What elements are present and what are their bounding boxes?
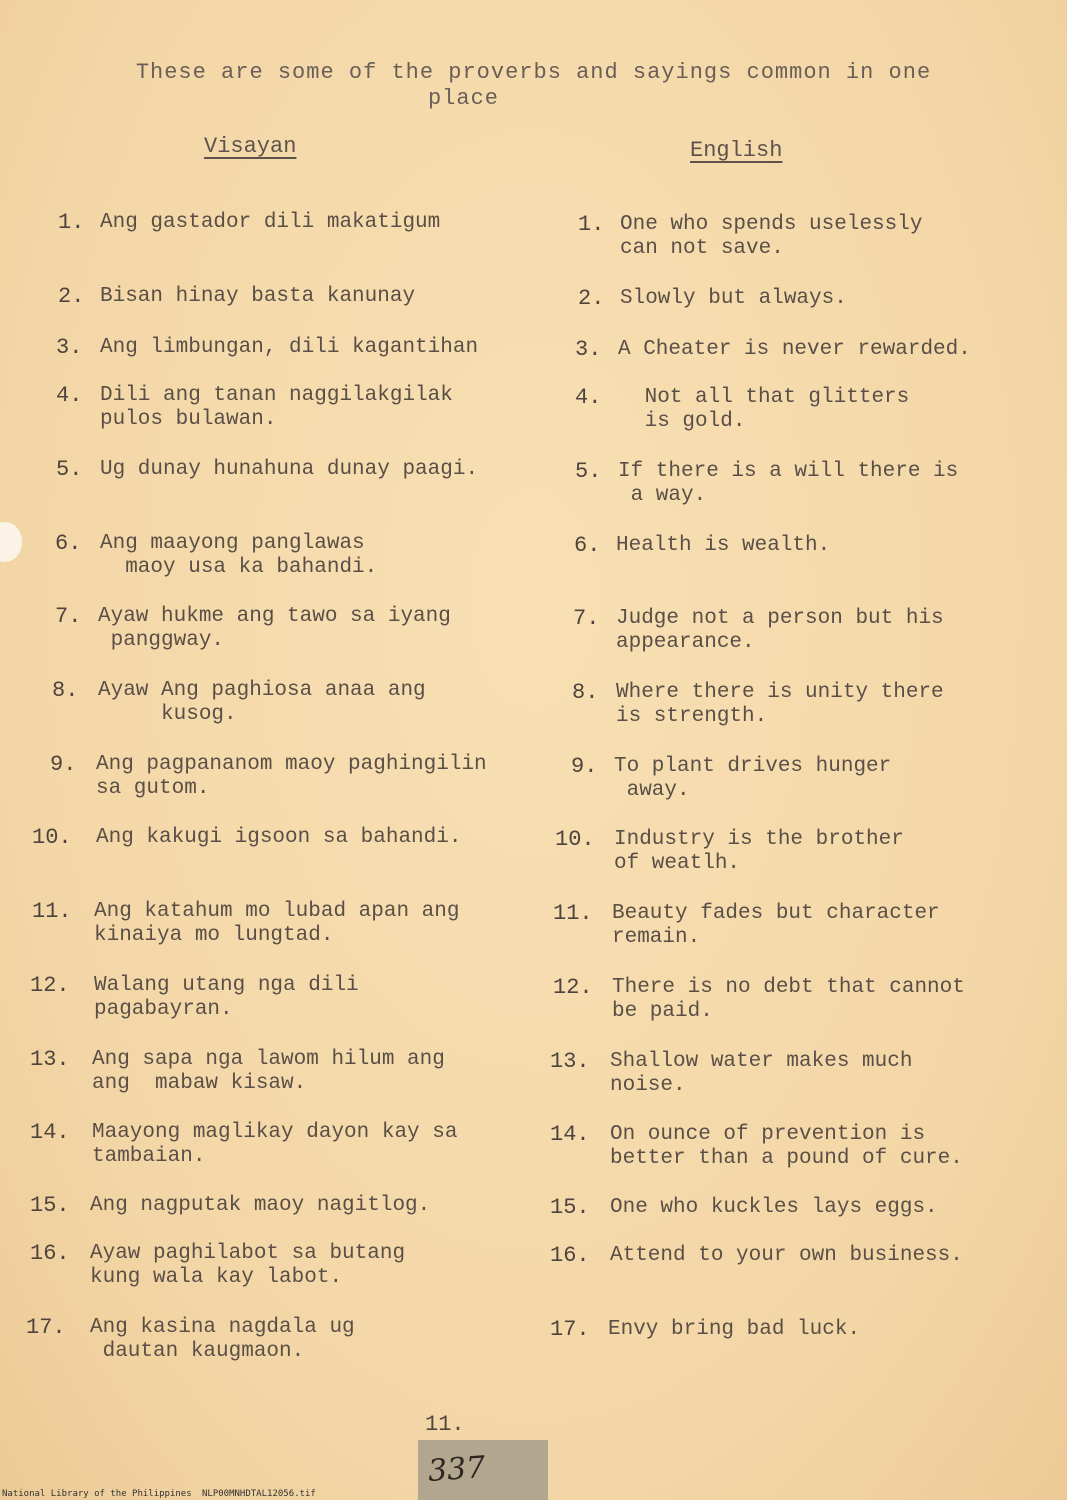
- english-proverb-line-1: There is no debt that cannot: [612, 976, 965, 999]
- visayan-proverb-line-1: Ang kasina nagdala ug: [90, 1316, 355, 1339]
- english-proverb: [616, 534, 830, 558]
- visayan-number: 10.: [32, 825, 72, 850]
- visayan-proverb-line-1: Ang gastador dili makatigum: [100, 211, 441, 234]
- visayan-proverb: [90, 1316, 355, 1364]
- visayan-proverb-line-2: tambaian.: [92, 1145, 206, 1168]
- page-number: 11.: [425, 1412, 465, 1437]
- visayan-proverb-line-1: Ang katahum mo lubad apan ang: [94, 900, 460, 923]
- visayan-proverb-line-2: kung wala kay labot.: [90, 1266, 343, 1289]
- visayan-number: 17.: [26, 1315, 66, 1340]
- visayan-proverb-line-1: Ayaw paghilabot sa butang: [90, 1242, 406, 1265]
- visayan-number: 6.: [55, 531, 82, 556]
- visayan-number: 2.: [58, 284, 85, 309]
- english-proverb: [620, 213, 922, 261]
- visayan-proverb: [100, 458, 478, 482]
- heading-line-2: place: [427, 86, 499, 111]
- visayan-number: 7.: [55, 604, 82, 629]
- english-proverb-line-2: away.: [614, 779, 690, 802]
- english-number: 7.: [573, 606, 600, 631]
- english-number: 14.: [550, 1122, 590, 1147]
- english-proverb: [610, 1196, 938, 1220]
- visayan-proverb-line-2: sa gutom.: [96, 777, 210, 800]
- english-proverb-line-2: a way.: [618, 484, 707, 507]
- punch-hole: [0, 522, 22, 562]
- english-number: 4.: [575, 385, 602, 410]
- english-number: 9.: [571, 754, 598, 779]
- english-number: 11.: [553, 901, 593, 926]
- visayan-proverb-line-2: maoy usa ka bahandi.: [100, 556, 378, 579]
- visayan-proverb-line-1: Ang nagputak maoy nagitlog.: [90, 1194, 431, 1217]
- visayan-proverb-line-1: Dili ang tanan naggilakgilak: [100, 384, 453, 407]
- english-number: 16.: [550, 1243, 590, 1268]
- visayan-proverb: [100, 211, 440, 235]
- english-proverb-line-1: Where there is unity there: [616, 681, 944, 704]
- visayan-proverb: [98, 679, 426, 727]
- footer-filename: NLP00MNHDTAL12056.tif: [202, 1489, 316, 1499]
- english-proverb-line-1: Attend to your own business.: [610, 1244, 963, 1267]
- footer-library: National Library of the Philippines: [2, 1489, 192, 1499]
- english-proverb-line-1: Slowly but always.: [620, 287, 847, 310]
- english-proverb-line-2: be paid.: [612, 1000, 713, 1023]
- english-proverb-line-2: is strength.: [616, 705, 768, 728]
- visayan-proverb-line-2: pagabayran.: [94, 998, 233, 1021]
- visayan-number: 14.: [30, 1120, 70, 1145]
- visayan-proverb: [100, 336, 478, 360]
- visayan-proverb: [90, 1194, 430, 1218]
- visayan-proverb: [90, 1242, 405, 1290]
- visayan-number: 8.: [52, 678, 79, 703]
- visayan-proverb-line-2: pulos bulawan.: [100, 408, 277, 431]
- english-proverb-line-1: Health is wealth.: [616, 534, 831, 557]
- english-proverb-line-2: better than a pound of cure.: [610, 1147, 963, 1170]
- visayan-proverb-line-1: Ang maayong panglawas: [100, 532, 365, 555]
- english-proverb-line-1: Envy bring bad luck.: [608, 1318, 861, 1341]
- visayan-number: 13.: [30, 1047, 70, 1072]
- english-number: 10.: [555, 827, 595, 852]
- visayan-proverb: [94, 900, 459, 948]
- visayan-proverb: [92, 1048, 445, 1096]
- english-proverb-line-1: A Cheater is never rewarded.: [618, 338, 971, 361]
- english-proverb: [616, 681, 944, 729]
- visayan-number: 1.: [58, 210, 85, 235]
- english-proverb-line-1: To plant drives hunger: [614, 755, 892, 778]
- english-proverb-line-1: One who spends uselessly: [620, 213, 923, 236]
- english-proverb: [610, 1050, 912, 1098]
- english-proverb: [610, 1244, 963, 1268]
- visayan-number: 15.: [30, 1193, 70, 1218]
- english-number: 3.: [575, 337, 602, 362]
- visayan-proverb: [96, 753, 487, 801]
- visayan-proverb-line-2: kusog.: [98, 703, 237, 726]
- visayan-proverb-line-1: Ug dunay hunahuna dunay paagi.: [100, 458, 479, 481]
- visayan-proverb: [92, 1121, 457, 1169]
- english-proverb-line-2: can not save.: [620, 237, 784, 260]
- visayan-proverb-line-1: Maayong maglikay dayon kay sa: [92, 1121, 458, 1144]
- english-proverb-line-1: If there is a will there is: [618, 460, 959, 483]
- english-proverb: [610, 1123, 963, 1171]
- english-number: 5.: [575, 459, 602, 484]
- english-proverb: [608, 1318, 860, 1342]
- visayan-proverb-line-1: Ang sapa nga lawom hilum ang: [92, 1048, 445, 1071]
- archive-stamp-number: 337: [426, 1450, 487, 1489]
- english-proverb: [616, 607, 944, 655]
- visayan-proverb: [94, 974, 359, 1022]
- english-proverb-line-2: noise.: [610, 1074, 686, 1097]
- english-proverb-line-1: Not all that glitters: [632, 386, 910, 409]
- visayan-proverb-line-2: dautan kaugmaon.: [90, 1340, 305, 1363]
- english-proverb-line-2: is gold.: [632, 410, 746, 433]
- english-proverb-line-1: Judge not a person but his: [616, 607, 944, 630]
- english-proverb-line-1: One who kuckles lays eggs.: [610, 1196, 938, 1219]
- english-proverb-line-1: On ounce of prevention is: [610, 1123, 926, 1146]
- english-proverb: [612, 976, 965, 1024]
- english-proverb-line-2: remain.: [612, 926, 701, 949]
- english-proverb: [618, 460, 958, 508]
- visayan-proverb-line-2: panggway.: [98, 629, 225, 652]
- visayan-number: 11.: [32, 899, 72, 924]
- heading-line-1: These are some of the proverbs and sayings common in one: [135, 60, 932, 85]
- english-proverb: [612, 902, 940, 950]
- visayan-proverb-line-2: kinaiya mo lungtad.: [94, 924, 334, 947]
- column-header-english: English: [690, 138, 783, 163]
- english-proverb: [614, 755, 891, 803]
- column-header-visayan: Visayan: [204, 134, 297, 159]
- english-number: 17.: [550, 1317, 590, 1342]
- visayan-proverb-line-1: Ayaw hukme ang tawo sa iyang: [98, 605, 451, 628]
- visayan-number: 16.: [30, 1241, 70, 1266]
- visayan-proverb-line-1: Ayaw Ang paghiosa anaa ang: [98, 679, 426, 702]
- english-proverb-line-2: appearance.: [616, 631, 755, 654]
- english-proverb-line-1: Industry is the brother: [614, 828, 904, 851]
- visayan-number: 4.: [56, 383, 83, 408]
- visayan-proverb-line-1: Ang limbungan, dili kagantihan: [100, 336, 479, 359]
- english-number: 12.: [553, 975, 593, 1000]
- visayan-proverb-line-1: Ang pagpananom maoy paghingilin: [96, 753, 487, 776]
- visayan-proverb-line-1: Ang kakugi igsoon sa bahandi.: [96, 826, 462, 849]
- english-proverb: [618, 338, 971, 362]
- visayan-number: 5.: [56, 457, 83, 482]
- visayan-number: 3.: [56, 335, 83, 360]
- visayan-proverb: [98, 605, 451, 653]
- english-proverb: [614, 828, 904, 876]
- visayan-proverb: [100, 285, 415, 309]
- english-number: 1.: [578, 212, 605, 237]
- visayan-proverb: [100, 532, 377, 580]
- english-proverb-line-1: Shallow water makes much: [610, 1050, 913, 1073]
- visayan-proverb: [100, 384, 453, 432]
- english-proverb: [620, 287, 847, 311]
- english-proverb: [632, 386, 909, 434]
- visayan-proverb-line-2: ang mabaw kisaw.: [92, 1072, 307, 1095]
- english-number: 8.: [572, 680, 599, 705]
- visayan-proverb: [96, 826, 461, 850]
- english-number: 6.: [574, 533, 601, 558]
- visayan-number: 9.: [50, 752, 77, 777]
- english-number: 13.: [550, 1049, 590, 1074]
- english-number: 15.: [550, 1195, 590, 1220]
- english-proverb-line-1: Beauty fades but character: [612, 902, 940, 925]
- english-number: 2.: [578, 286, 605, 311]
- english-proverb-line-2: of weatlh.: [614, 852, 741, 875]
- visayan-proverb-line-1: Walang utang nga dili: [94, 974, 359, 997]
- visayan-number: 12.: [30, 973, 70, 998]
- visayan-proverb-line-1: Bisan hinay basta kanunay: [100, 285, 416, 308]
